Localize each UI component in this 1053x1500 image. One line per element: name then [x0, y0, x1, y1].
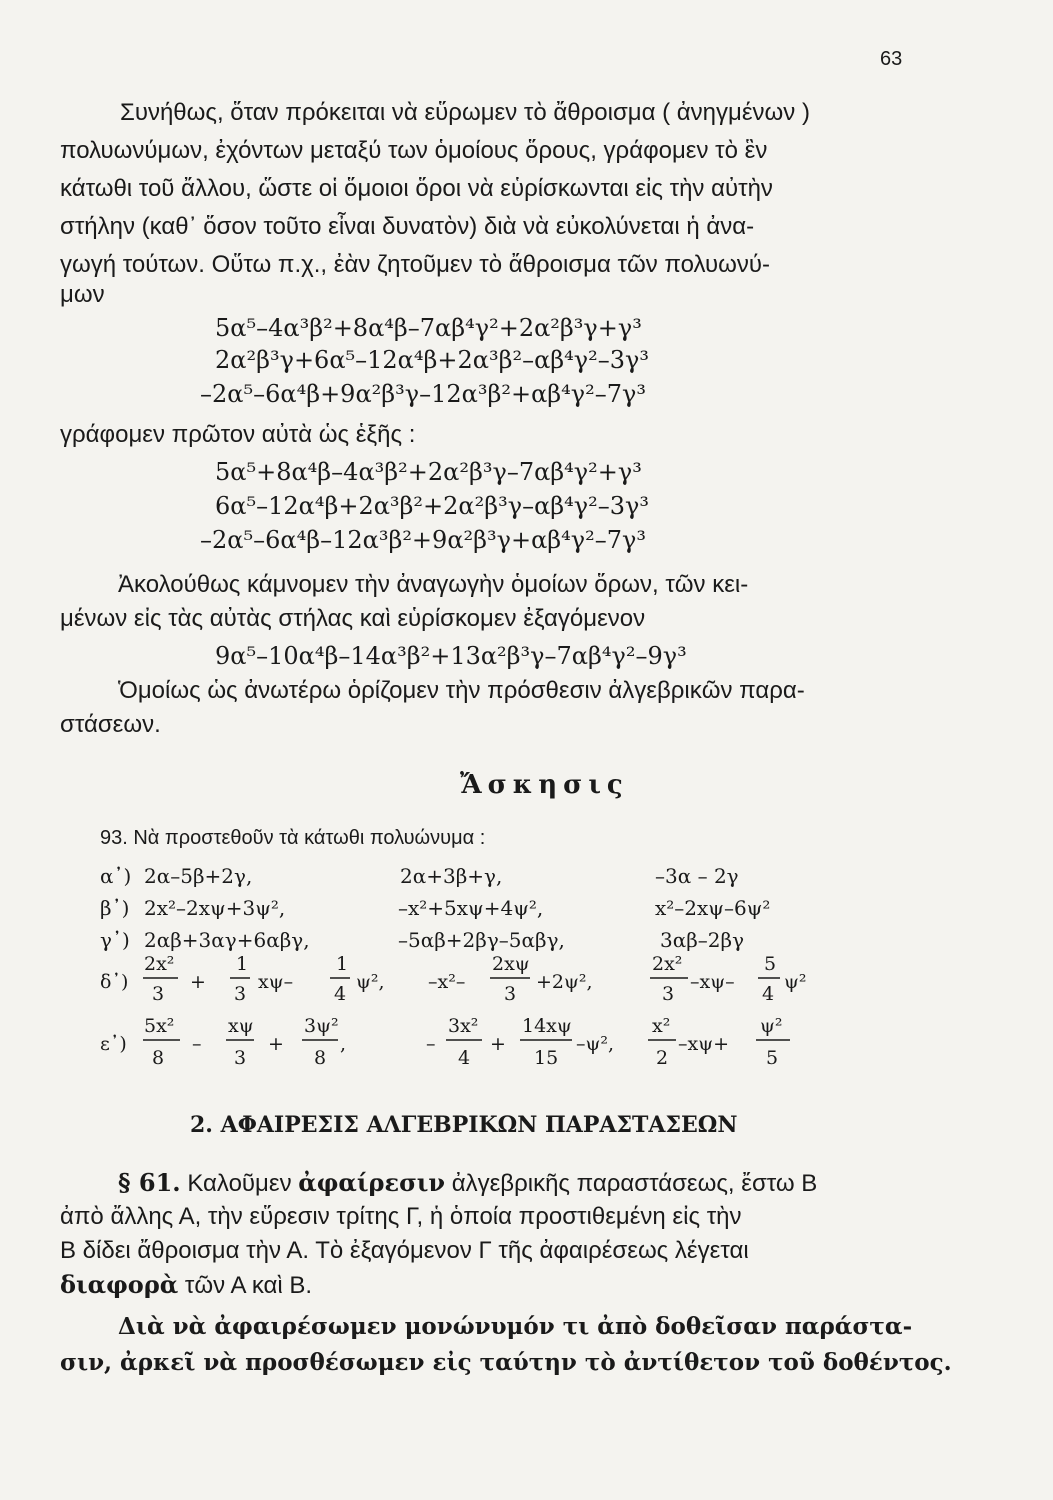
operator: + [490, 1033, 506, 1055]
polynomial-3: –2α⁵–6α⁴β+9α²β³γ–12α³β²+αβ⁴γ²–7γ³ [200, 380, 646, 408]
rule-line-1: Διὰ νὰ ἀφαιρέσωμεν μονώνυμόν τι ἀπὸ δοθεῖσαν παράστα- [118, 1313, 913, 1340]
fraction-denominator: 3 [234, 1047, 247, 1069]
exercise-term: –xψ– [690, 971, 735, 993]
fraction-numerator: 3ψ² [304, 1015, 339, 1037]
exercise-term: 2αβ+3αγ+6αβγ, [144, 928, 310, 952]
fraction-denominator: 5 [766, 1047, 779, 1069]
fraction-numerator: 3x² [448, 1015, 479, 1037]
exercise-term: –xψ+ [678, 1033, 730, 1055]
section-title: 2. ΑΦΑΙΡΕΣΙΣ ΑΛΓΕΒΡΙΚΩΝ ΠΑΡΑΣΤΑΣΕΩΝ [190, 1112, 738, 1138]
fraction-numerator: 1 [336, 953, 349, 975]
fraction-denominator: 8 [152, 1047, 165, 1069]
exercise-term: x²–2xψ–6ψ² [655, 896, 771, 920]
sum-result: 9α⁵–10α⁴β–14α³β²+13α²β³γ–7αβ⁴γ²–9γ³ [215, 642, 687, 670]
exercise-term: ψ², [356, 971, 385, 993]
term-emphasis: διαφορὰ [60, 1270, 179, 1299]
polynomial-2: 2α²β³γ+6α⁵–12α⁴β+2α³β²–αβ⁴γ²–3γ³ [215, 346, 649, 374]
exercise-term: 3αβ–2βγ [660, 928, 745, 952]
exercise-title: 93. Νὰ προστεθοῦν τὰ κάτωθι πολυώνυμα : [100, 827, 486, 849]
exercise-term: –3α – 2γ [655, 864, 739, 888]
paragraph-61-line-2: ἀπὸ ἄλλης Α, τὴν εὕρεσιν τρίτης Γ, ἡ ὁποία προστιθεμένη εἰς τὴν [60, 1203, 742, 1230]
exercise-row-e [0, 1010, 1053, 1082]
exercise-term: 2α–5β+2γ, [144, 864, 253, 888]
intro-line-3: κάτωθι τοῦ ἄλλου, ὥστε οἱ ὅμοιοι ὅροι νὰ εὑρίσκωνται εἰς τὴν αὐτὴν [60, 175, 773, 202]
aligned-polynomial-1: 5α⁵+8α⁴β–4α³β²+2α²β³γ–7αβ⁴γ²+γ³ [215, 458, 642, 486]
fraction-numerator: 1 [236, 953, 249, 975]
fraction-numerator: 5 [764, 953, 777, 975]
rule-line-2: σιν, ἀρκεῖ νὰ προσθέσωμεν εἰς ταύτην τὸ ἀντίθετον τοῦ δοθέντος. [60, 1349, 952, 1376]
section-symbol: § 61. [118, 1168, 181, 1197]
fraction-denominator: 3 [504, 983, 517, 1005]
operator: – [192, 1033, 202, 1055]
operator: + [268, 1033, 284, 1055]
fraction-numerator: 2xψ [492, 953, 530, 975]
term-emphasis: ἀφαίρεσιν [298, 1168, 446, 1197]
fraction-numerator: 2x² [144, 953, 175, 975]
fraction-numerator: 2x² [652, 953, 683, 975]
exercise-term: ψ² [784, 971, 807, 993]
intro-line-1: Συνήθως, ὅταν πρόκειται νὰ εὕρωμεν τὸ ἄθροισμα ( ἀνηγμένων ) [120, 99, 810, 126]
similarly-line-2: στάσεων. [60, 711, 161, 738]
exercise-term: –x²+5xψ+4ψ², [398, 896, 544, 920]
exercise-label: ε᾽) [100, 1033, 127, 1055]
fraction-denominator: 2 [656, 1047, 669, 1069]
exercise-heading: Ἄσκησις [460, 770, 629, 800]
fraction-numerator: 14xψ [522, 1015, 572, 1037]
exercise-label: α᾽) [100, 864, 132, 888]
intro-line-4: στήλην (καθ᾽ ὅσον τοῦτο εἶναι δυνατὸν) διὰ νὰ εὐκολύνεται ἡ ἀνα- [60, 213, 755, 240]
exercise-label: γ᾽) [100, 928, 130, 952]
fraction-denominator: 8 [314, 1047, 327, 1069]
exercise-term: 2α+3β+γ, [400, 864, 503, 888]
fraction-numerator: xψ [228, 1015, 254, 1037]
exercise-term: 2x²–2xψ+3ψ², [144, 896, 286, 920]
intro-line-2: πολυωνύμων, ἐχόντων μεταξύ των ὁμοίους ὅρους, γράφομεν τὸ ἓν [60, 137, 768, 164]
fraction-denominator: 4 [458, 1047, 471, 1069]
exercise-row-b [0, 896, 1053, 922]
fraction-denominator: 3 [152, 983, 165, 1005]
exercise-term: –ψ², [576, 1033, 615, 1055]
exercise-label: δ᾽) [100, 971, 129, 993]
aligned-polynomial-3: –2α⁵–6α⁴β–12α³β²+9α²β³γ+αβ⁴γ²–7γ³ [200, 526, 646, 554]
polynomial-1: 5α⁵–4α³β²+8α⁴β–7αβ⁴γ²+2α²β³γ+γ³ [215, 314, 642, 342]
fraction-denominator: 3 [662, 983, 675, 1005]
text-span: τῶν Α καὶ Β. [184, 1272, 313, 1299]
exercise-term: –x²– [428, 971, 466, 993]
exercise-row-a [0, 864, 1053, 890]
page-number: 63 [880, 48, 903, 70]
exercise-term: +2ψ², [536, 971, 593, 993]
fraction-denominator: 4 [334, 983, 347, 1005]
write-first-text: γράφομεν πρῶτον αὐτὰ ὡς ἑξῆς : [60, 421, 416, 448]
fraction-numerator: x² [652, 1015, 671, 1037]
paragraph-61-line-3: Β δίδει ἄθροισμα τὴν Α. Τὸ ἐξαγόμενον Γ τῆς ἀφαιρέσεως λέγεται [60, 1237, 749, 1264]
fraction-denominator: 4 [762, 983, 775, 1005]
fraction-denominator: 15 [534, 1047, 559, 1069]
intro-line-6: μων [60, 281, 105, 308]
paragraph-61-line-4 [60, 1268, 1005, 1303]
exercise-label: β᾽) [100, 896, 130, 920]
exercise-term: –5αβ+2βγ–5αβγ, [398, 928, 565, 952]
intro-line-5: γωγή τούτων. Οὕτω π.χ., ἐὰν ζητοῦμεν τὸ ἄθροισμα τῶν πολυωνύ- [60, 251, 770, 278]
exercise-term: xψ– [258, 971, 294, 993]
text-span: Καλοῦμεν [187, 1170, 292, 1197]
operator: + [190, 971, 206, 993]
follow-line-1: Ἀκολούθως κάμνομεν τὴν ἀναγωγὴν ὁμοίων ὅρων, τῶν κει- [118, 571, 749, 598]
text-span: ἀλγεβρικῆς παραστάσεως, ἔστω Β [451, 1170, 818, 1197]
exercise-term: , [340, 1033, 347, 1055]
aligned-polynomial-2: 6α⁵–12α⁴β+2α³β²+2α²β³γ–αβ⁴γ²–3γ³ [215, 492, 649, 520]
paragraph-61-line-1 [60, 1166, 1005, 1201]
exercise-row-d [0, 948, 1053, 1018]
operator: – [426, 1033, 436, 1055]
similarly-line-1: Ὁμοίως ὡς ἀνωτέρω ὁρίζομεν τὴν πρόσθεσιν ἀλγεβρικῶν παρα- [118, 677, 805, 704]
follow-line-2: μένων εἰς τὰς αὐτὰς στήλας καὶ εὑρίσκομεν ἐξαγόμενον [60, 605, 646, 632]
fraction-numerator: 5x² [144, 1015, 175, 1037]
fraction-numerator: ψ² [760, 1015, 783, 1037]
fraction-denominator: 3 [234, 983, 247, 1005]
